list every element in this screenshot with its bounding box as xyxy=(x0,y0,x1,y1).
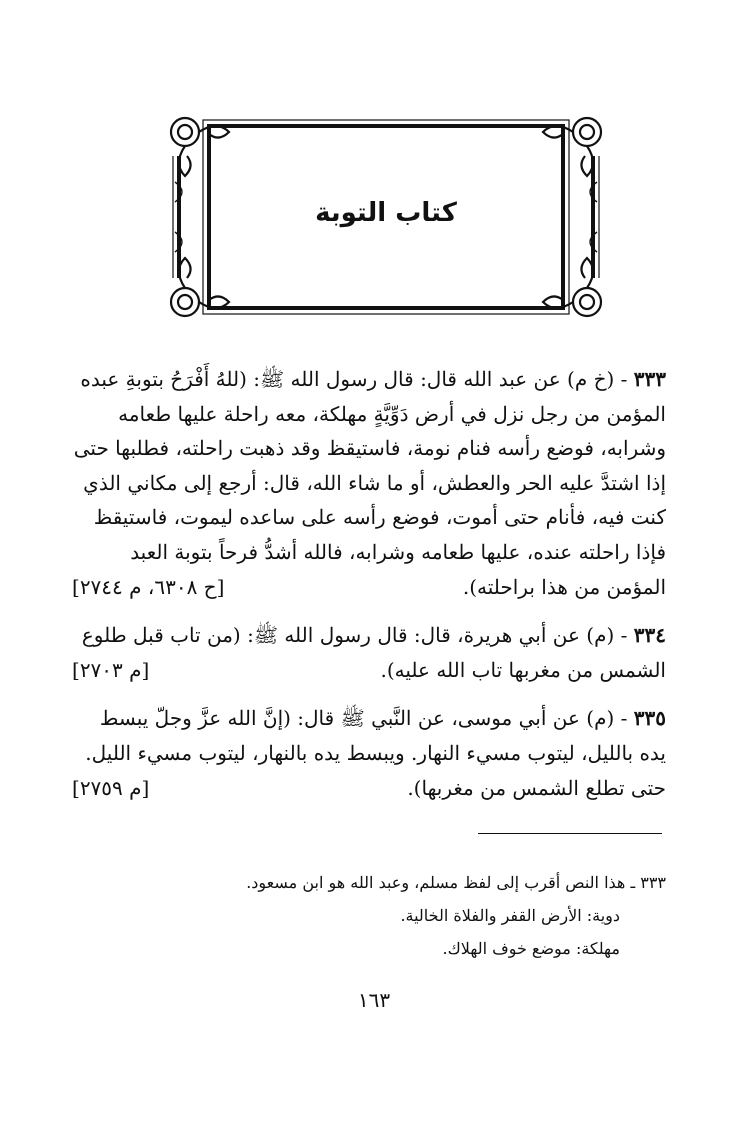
chapter-title: كتاب التوبة xyxy=(315,198,457,228)
hadith-reference: [ح ٦٣٠٨، م ٢٧٤٤] xyxy=(72,574,225,599)
hadith-number: ٣٣٣ xyxy=(633,367,666,391)
footnote-item: دوية: الأرض القفر والفلاة الخالية. xyxy=(400,906,620,925)
chapter-frame xyxy=(165,112,607,322)
hadith-number: ٣٣٥ xyxy=(633,706,666,731)
footnote-item: مهلكة: موضع خوف الهلاك. xyxy=(442,939,620,958)
footnote-item: ٣٣٣ ـ هذا النص أقرب إلى لفظ مسلم، وعبد الله هو ابن مسعود. xyxy=(246,873,666,892)
page-number: ١٦٣ xyxy=(357,988,391,1012)
hadith-333 xyxy=(72,362,666,604)
footnotes xyxy=(200,866,666,965)
hadith-reference: [م ٢٧٥٩] xyxy=(72,775,150,800)
hadith-text: - (م) عن أبي هريرة، قال: قال رسول الله ﷺ: (من تاب قبل طلوع الشمس من مغربها تاب الله عليه). xyxy=(81,623,666,682)
hadith-335 xyxy=(72,701,666,805)
hadith-list xyxy=(72,362,666,819)
hadith-text: - (خ م) عن عبد الله قال: قال رسول الله ﷺ: (للهُ أَفْرَحُ بتوبةِ عبده المؤمن من رجل نزل في أرض دَوِّيَّةٍ مهلكة، معه راحلة عليها طعامه وشرابه، فوضع رأسه فنام نومة، فاستيقظ وقد ذهبت راحلته، فطلبها حتى إذا اشتدَّ عليه الحر والعطش، أو ما شاء الله، قال: أرجع إلى مكاني الذي كنت فيه، فأنام حتى أموت، فوضع رأسه على ساعده ليموت، فاستيقظ فإذا راحلته عنده، عليها طعامه وشرابه، فالله أشدُّ فرحاً بتوبة العبد المؤمن من هذا براحلته). xyxy=(73,367,666,599)
hadith-number: ٣٣٤ xyxy=(633,623,666,648)
hadith-text: - (م) عن أبي موسى، عن النَّبي ﷺ قال: (إنَّ الله عزَّ وجلّ يبسط يده بالليل، ليتوب مسيء النهار. ويبسط يده بالنهار، ليتوب مسيء الليل. حتى تطلع الشمس من مغربها). xyxy=(85,706,666,800)
hadith-334 xyxy=(72,618,666,687)
footnote-divider xyxy=(478,833,662,834)
hadith-reference: [م ٢٧٠٣] xyxy=(72,657,150,682)
